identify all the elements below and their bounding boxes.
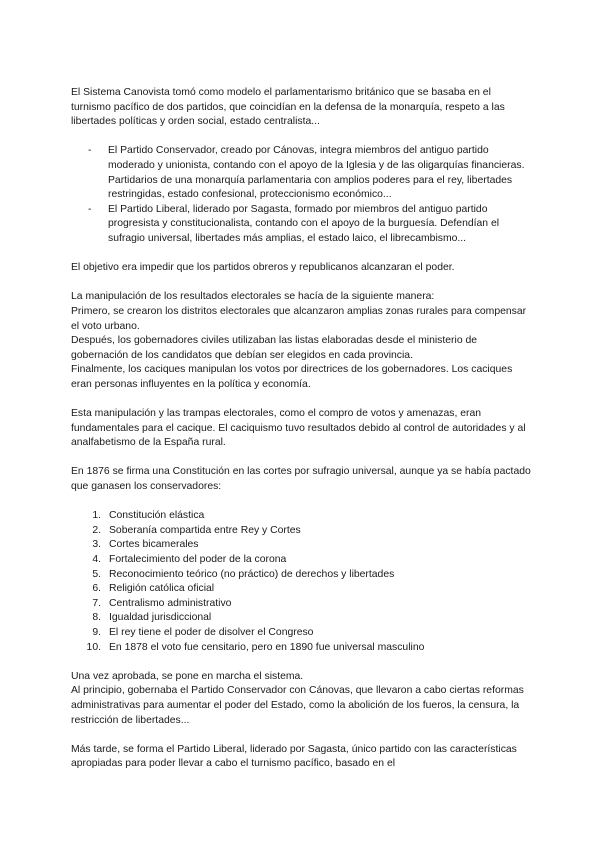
constitution-intro: En 1876 se firma una Constitución en las cortes por sufragio universal, aunque ya se había pactado que ganasen los conservadores: [71,466,531,493]
list-item-text: Religión católica oficial [109,583,215,595]
list-number: 2. [92,524,101,536]
spacer [71,130,531,145]
list-item [71,611,531,626]
caciquismo-paragraph: Esta manipulación y las trampas electorales, como el compro de votos y amenazas, eran fundamentales para el cacique. El caciquismo tuvo resultados debido al control de autoridades y al analfabetismo de la España rural. [71,408,526,449]
list-item [71,626,531,641]
list-number: 9. [92,626,101,638]
later-paragraph: Más tarde, se forma el Partido Liberal, liderado por Sagasta, único partido con las características apropiadas para poder llevar a cabo el turnismo pacífico, basado en el [71,743,517,770]
list-item [71,568,531,583]
list-number: 1. [92,510,101,522]
list-item [71,641,531,656]
spacer [71,655,531,670]
list-number: 8. [92,612,101,624]
manipulation-step-finally: Finalmente, los caciques manipulan los votos por directrices de los gobernadores. Los caciques eran personas influyentes en la política y economía. [71,364,513,390]
intro-paragraph: El Sistema Canovista tomó como modelo el parlamentarismo británico que se basaba en el turnismo pacífico de dos partidos, que coincidían en la defensa de la monarquía, respeto a las libertades políticas y orden social, estado centralista... [71,87,505,128]
list-item-text: Constitución elástica [109,510,205,522]
list-item [71,538,531,553]
list-item-text: Soberanía compartida entre Rey y Cortes [109,524,301,536]
manipulation-step-then: Después, los gobernadores civiles utilizaban las listas elaboradas desde el ministerio de gobernación de los candidatos que debían ser elegidos en cada provincia. [71,335,478,361]
list-item [71,509,531,524]
party-conservador-text: El Partido Conservador, creado por Cánovas, integra miembros del antiguo partido moderado y unionista, contando con el apoyo de la Iglesia y de las oligarquías financieras. Partidarios de una monarquía parlamentaria con amplios poderes para el rey, libertades restringidas, estado confesional, proteccionismo económico... [108,145,525,201]
list-item-text: El rey tiene el poder de disolver el Congreso [109,626,314,638]
list-item [71,582,531,597]
approval-paragraph: Al principio, gobernaba el Partido Conservador con Cánovas, que llevaron a cabo ciertas reformas administrativas para aumentar el poder del Estado, como la abolición de los fueros, la censura, la restricción de libertades... [71,685,524,726]
manipulation-heading: La manipulación de los resultados electorales se hacía de la siguiente manera: [71,291,435,303]
spacer [71,247,531,262]
list-item-text: En 1878 el voto fue censitario, pero en 1890 fue universal masculino [109,641,425,653]
list-item [71,553,531,568]
dash-bullet: - [88,145,92,157]
dash-bullet: - [88,203,92,215]
parties-list [71,144,531,246]
spacer [71,451,531,466]
spacer [71,276,531,291]
list-item-text: Centralismo administrativo [109,597,232,609]
list-number: 6. [92,583,101,595]
manipulation-step-first: Primero, se crearon los distritos electorales que alcanzaron amplias zonas rurales para compensar el voto urbano. [71,305,527,332]
spacer [71,392,531,407]
spacer [71,495,531,510]
list-number: 4. [92,554,101,565]
list-item [71,203,531,247]
objective-paragraph: El objetivo era impedir que los partidos obreros y republicanos alcanzaran el poder. [71,262,455,274]
list-item-text: Reconocimiento teórico (no práctico) de derechos y libertades [109,568,395,580]
party-liberal-text: El Partido Liberal, liderado por Sagasta, formado por miembros del antiguo partido progresista y constitucionalista, contando con el apoyo de la burguesía. Defendían el sufragio universal, libertades más amplias, el estado laico, el librecambismo... [108,203,500,244]
spacer [71,728,531,743]
document-body [71,86,531,772]
list-item [71,524,531,539]
list-item [71,597,531,612]
list-item-text: Igualdad jurisdiccional [109,612,212,624]
list-number: 10. [86,641,101,653]
list-item [71,144,531,202]
list-item-text: Cortes bicamerales [109,539,199,551]
list-number: 5. [92,568,101,580]
approval-line: Una vez aprobada, se pone en marcha el sistema. [71,670,304,682]
list-number: 7. [92,597,101,609]
constitution-points-list [71,509,531,655]
list-item-text: Fortalecimiento del poder de la corona [109,554,287,565]
list-number: 3. [92,539,101,551]
